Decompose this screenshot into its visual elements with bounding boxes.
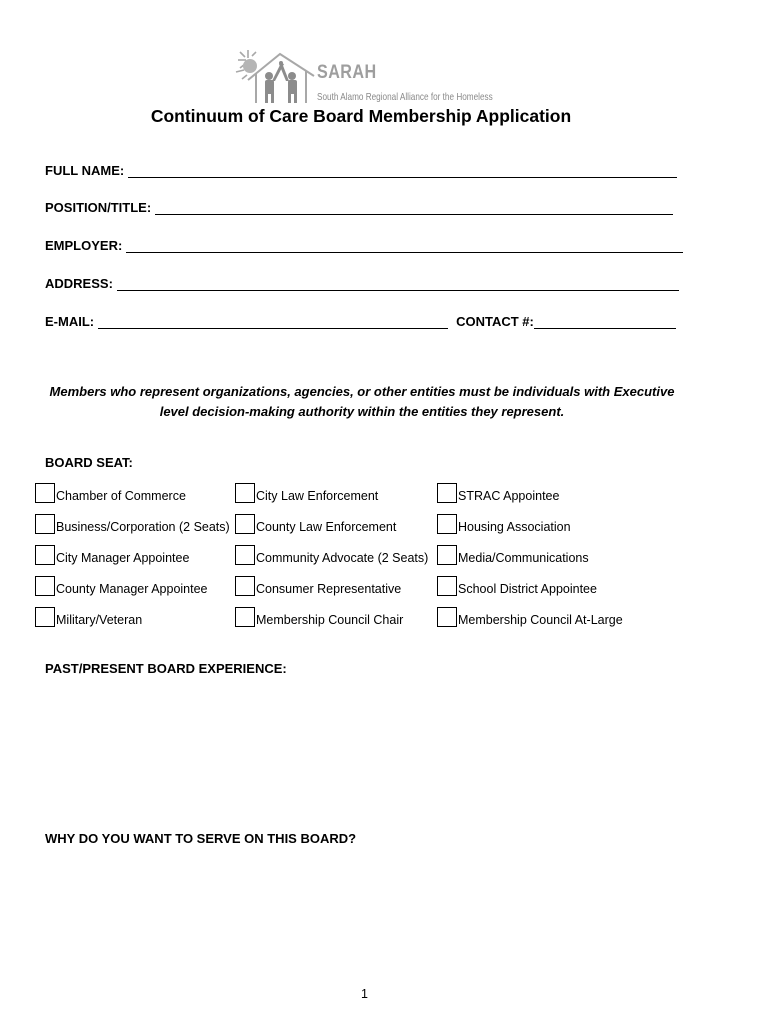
seat-label: Community Advocate (2 Seats) [256, 551, 429, 565]
sarah-logo [234, 46, 496, 106]
seat-media-communications[interactable] [437, 545, 589, 565]
seat-county-law-enforcement[interactable] [235, 514, 396, 534]
seat-membership-council-chair[interactable] [235, 607, 403, 627]
checkbox[interactable] [235, 545, 255, 565]
seat-strac-appointee[interactable] [437, 483, 559, 503]
employer-input-line[interactable] [126, 238, 683, 253]
seat-city-manager-appointee[interactable] [35, 545, 189, 565]
seat-label: STRAC Appointee [458, 489, 560, 503]
seat-city-law-enforcement[interactable] [235, 483, 378, 503]
seat-label: Membership Council At-Large [458, 613, 623, 627]
house-people-icon [234, 46, 316, 106]
seat-label: Military/Veteran [56, 613, 143, 627]
board-seat-heading: BOARD SEAT: [45, 455, 133, 470]
seat-membership-council-at-large[interactable] [437, 607, 623, 627]
notice-line-1: Members who represent organizations, agencies, or other entities must be individuals with Executive [49, 384, 675, 399]
checkbox[interactable] [35, 607, 55, 627]
email-input-line[interactable] [98, 314, 448, 329]
form-title: Continuum of Care Board Membership Application [150, 106, 572, 126]
employer-label: EMPLOYER: [45, 238, 123, 253]
checkbox[interactable] [35, 514, 55, 534]
logo-subtitle: South Alamo Regional Alliance for the Homeless [317, 91, 493, 103]
seat-community-advocate[interactable] [235, 545, 428, 565]
email-contact-field [45, 314, 676, 329]
seat-label: County Law Enforcement [256, 520, 397, 534]
seat-county-manager-appointee[interactable] [35, 576, 208, 596]
contact-label: CONTACT #: [456, 314, 534, 329]
full-name-label: FULL NAME: [45, 163, 125, 178]
seat-military-veteran[interactable] [35, 607, 142, 627]
address-label: ADDRESS: [45, 276, 113, 291]
seat-school-district-appointee[interactable] [437, 576, 597, 596]
seat-label: County Manager Appointee [56, 582, 208, 596]
seat-label: Consumer Representative [256, 582, 402, 596]
checkbox[interactable] [437, 545, 457, 565]
seat-housing-association[interactable] [437, 514, 571, 534]
seat-label: School District Appointee [458, 582, 597, 596]
seat-label: Business/Corporation (2 Seats) [56, 520, 230, 534]
page-number: 1 [361, 987, 368, 1001]
notice-line-2: level decision-making authority within the entities they represent. [159, 404, 565, 419]
checkbox[interactable] [235, 514, 255, 534]
position-title-input-line[interactable] [155, 200, 673, 215]
logo-name: SARAH [317, 62, 377, 83]
address-input-line[interactable] [117, 276, 679, 291]
seat-label: Housing Association [458, 520, 571, 534]
email-label: E-MAIL: [45, 314, 95, 329]
checkbox[interactable] [437, 607, 457, 627]
seat-label: City Law Enforcement [256, 489, 379, 503]
checkbox[interactable] [35, 545, 55, 565]
seat-label: City Manager Appointee [56, 551, 190, 565]
checkbox[interactable] [235, 607, 255, 627]
checkbox[interactable] [35, 483, 55, 503]
address-field [45, 276, 679, 291]
eligibility-notice [40, 382, 684, 422]
seat-consumer-representative[interactable] [235, 576, 401, 596]
checkbox[interactable] [35, 576, 55, 596]
board-experience-heading: PAST/PRESENT BOARD EXPERIENCE: [45, 661, 287, 676]
full-name-input-line[interactable] [128, 163, 677, 178]
seat-chamber-of-commerce[interactable] [35, 483, 186, 503]
position-title-label: POSITION/TITLE: [45, 200, 152, 215]
checkbox[interactable] [437, 483, 457, 503]
checkbox[interactable] [437, 514, 457, 534]
seat-business-corporation[interactable] [35, 514, 230, 534]
checkbox[interactable] [437, 576, 457, 596]
checkbox[interactable] [235, 483, 255, 503]
seat-label: Chamber of Commerce [56, 489, 186, 503]
contact-input-line[interactable] [534, 314, 676, 329]
employer-field [45, 238, 683, 253]
checkbox[interactable] [235, 576, 255, 596]
seat-label: Membership Council Chair [256, 613, 404, 627]
position-title-field [45, 200, 673, 215]
seat-label: Media/Communications [458, 551, 589, 565]
why-serve-heading: WHY DO YOU WANT TO SERVE ON THIS BOARD? [45, 831, 357, 846]
full-name-field [45, 163, 677, 178]
